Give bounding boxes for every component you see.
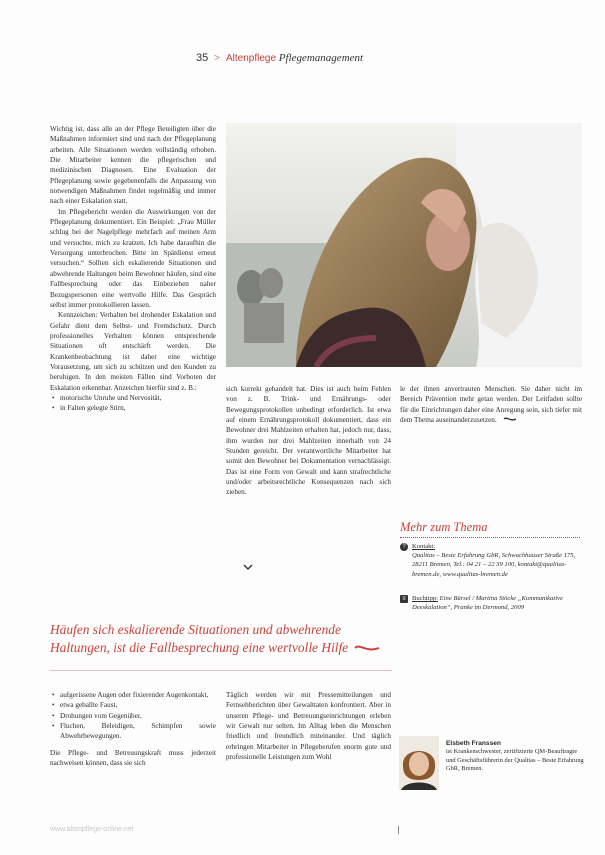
bullet-list (50, 393, 216, 414)
article-column-2-bottom (226, 690, 391, 762)
article-column-2 (226, 384, 391, 498)
section-name: Altenpflege (225, 53, 277, 64)
author-photo (399, 736, 439, 790)
author-name: Elsbeth Franssen (446, 740, 501, 747)
list-item: • etwa geballte Faust, (60, 700, 216, 710)
chevron-down-icon (243, 564, 253, 570)
divider (50, 670, 392, 671)
contact-details: Qualitas – Beste Erfahrung GbR, Schwachhauser Straße 175, 28211 Bremen, Tel.: 04 21 – 22 39 100, kontakt@qualitas-bremen.de, www.qualitas-bremen.de (412, 552, 576, 578)
end-mark-icon (503, 415, 517, 425)
list-item: • motorische Unruhe und Nervosität, (60, 393, 216, 403)
pull-quote-text: Häufen sich eskalierende Situationen und abwehrende Haltungen, ist die Fallbesprechung eine wertvolle Hilfe (50, 622, 349, 655)
bullet-list (50, 690, 216, 742)
sidebar-divider (400, 537, 580, 538)
avatar (399, 736, 439, 790)
paragraph: Wichtig ist, dass alle an der Pflege Beteiligten über die Maßnahmen informiert sind und nach der Pflegeplanung arbeiten. Alle Situationen werden vollständig erhoben. Die Mitarbeiter kennen die pflegerischen und medizinischen Diagnosen. Eine Evaluation der Pflegeplanung sowie gegebenenfalls die Anpassung von notwendigen Maßnahmen findet regelmäßig und immer nach einer Eskalation statt. (50, 125, 216, 206)
article-column-1 (50, 124, 216, 414)
sidebar-item-text (412, 594, 580, 612)
photo-illustration (226, 123, 582, 367)
publication-name: Pflegemanagement (278, 52, 364, 64)
sidebar-item-label: Buchtipp: (412, 595, 439, 602)
sidebar-item-book (400, 594, 580, 612)
article-column-3 (400, 384, 582, 426)
paragraph: sich korrekt gehandelt hat. Dies ist auch beim Fehlen von z. B. Trink- und Ernährungs- oder Bewegungsprotokollen unbedingt erforderlich. Ist etwa auf einem Ernährungsprotokoll dokumentiert, dass ein Bewohner drei Mahlzeiten erhalten hat, jedoch nur, dass, ihm wurden nur drei Mahlzeiten innerhalb von 24 Stunden gereicht. Der verantwortliche Mitarbeiter hat somit den Bewohner bei Dokumentation vernachlässigt. Das ist eine Form von Gewalt und kann strafrechtliche und/oder arbeitsrechtliche Konsequenzen nach sich ziehen. (226, 385, 391, 497)
info-icon: ? (400, 543, 408, 551)
end-mark-icon (354, 640, 380, 658)
footer-url[interactable]: www.altenpflege-online.net (50, 826, 134, 833)
paragraph: Die Pflege- und Betreuungskraft muss jederzeit nachweisen können, dass sie sich (50, 748, 216, 768)
paragraph: Kennzeichen: Verhalten bei drohender Eskalation und Gefahr dient dem Selbst- und Fremdschutz. Durch professionelles Verhalten können entsprechende Situationen oft entschärft werden. Die Krankenbeobachtung ist daher eine wichtige Vorausetzung, um sich zu schützen und den Kunden zu beruhigen. In den meisten Fällen sind Vorboten der Eskalation erkennbar. Anzeichen hierfür sind z. B.: (50, 311, 216, 392)
paragraph (400, 384, 582, 426)
page-number: 35 (196, 52, 209, 64)
pull-quote (50, 621, 390, 658)
sidebar-item-label: Kontakt: (412, 543, 436, 550)
article-column-1-bottom (50, 690, 216, 768)
header-separator: > (214, 52, 221, 64)
sidebar-item-contact (400, 542, 580, 579)
sidebar-item-text (412, 542, 580, 579)
article-photo (226, 123, 582, 367)
list-item: • Fluchen, Beleidigen, Schimpfen sowie Abwehrbewegungen. (60, 721, 216, 742)
list-item: • Drohungen vom Gegenüber, (60, 711, 216, 721)
paragraph: Im Pflegebericht werden die Auswirkungen von der Pflegeplanung dokumentiert. Ein Beispiel: „Frau Müller schlug bei der Nagelpflege mehrfach auf meinen Arm und versuchte, mich zu kratzen. Ich habe daraufhin die Versorgung unterbrochen. Bitte im Spätdienst erneut versuchen.“ Sollten sich eskalierende Situationen und abwehrende Haltungen beim Bewohner häufen, sind eine Fallbesprechung oder das Einbeziehen naher Bezugspersonen eine wertvolle Hilfe. Das Gespräch selbst immer protokollieren lassen. (50, 207, 216, 309)
list-item: • in Falten gelegte Stirn, (60, 403, 216, 413)
page-header (196, 52, 363, 64)
list-item: • aufgerissene Augen oder fixierender Augenkontakt, (60, 690, 216, 700)
crop-mark (398, 826, 399, 834)
paragraph-text: le der ihnen anvertrauten Menschen. Sie daher nicht im Bereich Prävention mehr getan werden. Der Leitfaden sollte für die Einrichtungen daher eine Anregung sein, sich tiefer mit dem Thema auseinanderzusetzen. (400, 385, 582, 425)
author-description: ist Krankenschwester, zertifizierte QM-Beauftragte und Geschäftsführerin der Qualitas – Beste Erfahrung GbR, Bremen. (446, 748, 584, 773)
author-bio (446, 740, 586, 774)
book-details: Eine Bürsel / Martina Stöcke „Kommunikative Deeskalation“, Pranke im Dermond, 2009 (412, 595, 563, 612)
book-icon: ≡ (400, 595, 408, 603)
paragraph: Täglich werden wir mit Pressemitteilungen und Fernsehberichten über Gewalttaten konfrontiert. Aber in unseren Pflege- und Betreuungseinrichtungen erleben wir Gewalt nur selten. Im Alltag leben die Menschen friedlich und freundlich miteinander. Und täglich erbringen Mitarbeiter in Pflegeberufen enorm gute und professionelle Leistungen zum Wohl (226, 691, 391, 762)
sidebar-title: Mehr zum Thema (400, 520, 488, 534)
